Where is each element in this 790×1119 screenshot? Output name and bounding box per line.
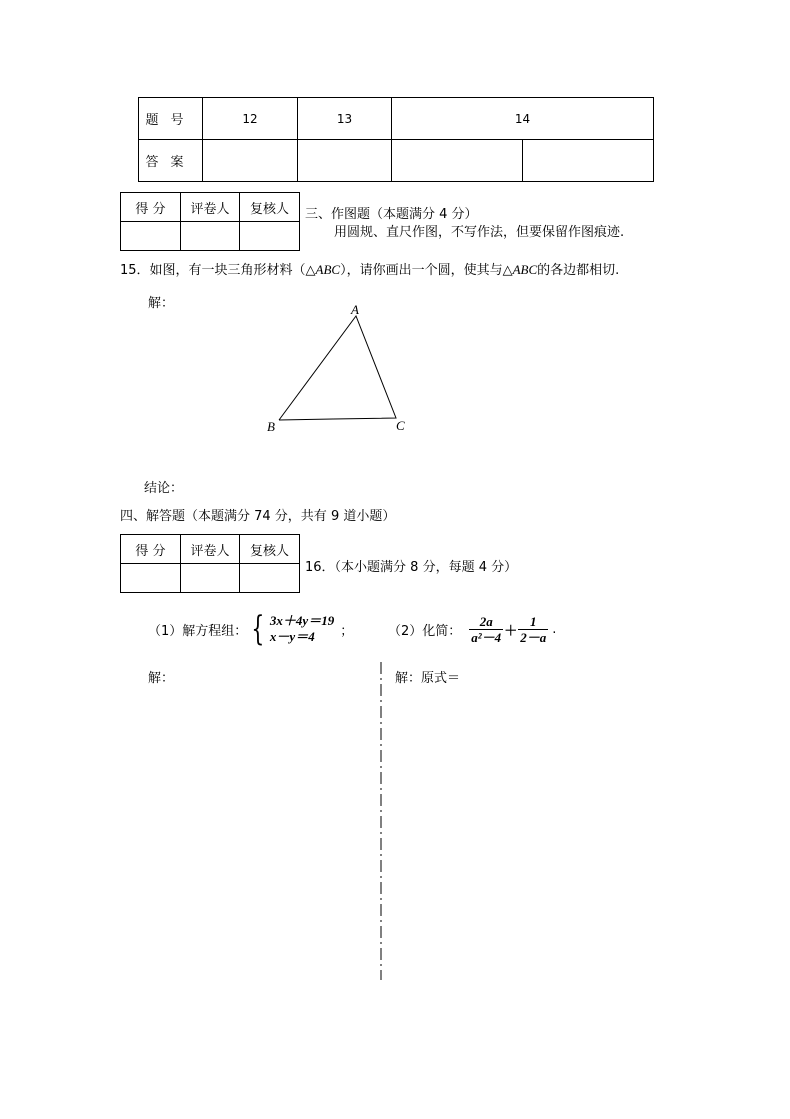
score-table-q16 (120, 534, 300, 593)
vertex-b-label: B (267, 419, 275, 434)
answer-cell-14b[interactable] (523, 140, 654, 182)
q15-solution-label: 解： (148, 296, 175, 311)
answer-table (138, 97, 654, 182)
question-14-header: 14 (392, 98, 654, 140)
section4-title: 四、解答题（本题满分 74 分，共有 9 道小题） (120, 509, 396, 524)
score-header: 得 分 (121, 535, 181, 564)
left-brace-icon: { (251, 609, 265, 649)
q15-text: 15．如图，有一块三角形材料（△ABC），请你画出一个圆，使其与△ABC的各边都相切. (120, 262, 620, 278)
answer-label: 答案 (139, 140, 203, 182)
plus-sign: ＋ (504, 624, 518, 639)
triangle-abc (279, 316, 396, 420)
question-number-label: 题号 (139, 98, 203, 140)
score-cell[interactable] (121, 564, 181, 593)
reviewer-cell[interactable] (240, 222, 300, 251)
q16-part1-label: （1）解方程组： (148, 623, 248, 639)
vertex-a-label: A (351, 302, 359, 317)
reviewer-cell[interactable] (240, 564, 300, 593)
question-13-header: 13 (298, 98, 392, 140)
column-divider (376, 662, 386, 982)
grader-cell[interactable] (181, 222, 240, 251)
equation-2: x－y＝4 (269, 629, 315, 644)
answer-table-header-row (139, 98, 654, 140)
question-12-header: 12 (203, 98, 298, 140)
equation-1: 3x＋4y＝19 (269, 613, 335, 628)
reviewer-header: 复核人 (240, 193, 300, 222)
score-cell[interactable] (121, 222, 181, 251)
grader-header: 评卷人 (181, 535, 240, 564)
grader-header: 评卷人 (181, 193, 240, 222)
q15-number: 15． (120, 263, 150, 278)
q16-solution-left: 解： (148, 671, 175, 686)
grader-cell[interactable] (181, 564, 240, 593)
q16-part2-label: （2）化简： (388, 624, 462, 639)
answer-cell-13[interactable] (298, 140, 392, 182)
reviewer-header: 复核人 (240, 535, 300, 564)
score-table-section3 (120, 192, 300, 251)
q16-header: 16．（本小题满分 8 分，每题 4 分） (305, 560, 518, 575)
fraction-1: $\frac{2a}{\text{a²－4}}$ (471, 614, 502, 645)
equation-system (270, 613, 334, 645)
answer-cell-14a[interactable] (392, 140, 523, 182)
answer-cell-12[interactable] (203, 140, 298, 182)
q16-part1: （1）解方程组： { 3x＋4y＝19 x－y＝4 ； (148, 609, 354, 649)
score-header: 得 分 (121, 193, 181, 222)
vertex-c-label: C (396, 418, 405, 433)
q16-part2: （2）化简： $\frac{2a}{\text{a²－4}}$ ＋ $\frac{1}{2-a}$ . (388, 614, 557, 645)
q15-conclusion-label: 结论： (144, 481, 184, 496)
section3-instruction: 用圆规、直尺作图，不写作法，但要保留作图痕迹. (334, 225, 625, 240)
section3-title: 三、作图题（本题满分 4 分） (305, 207, 478, 222)
answer-table-answer-row (139, 140, 654, 182)
fraction-2: $\frac{1}{2-a}$ (520, 614, 547, 645)
q16-solution-right: 解：原式＝ (395, 671, 461, 686)
